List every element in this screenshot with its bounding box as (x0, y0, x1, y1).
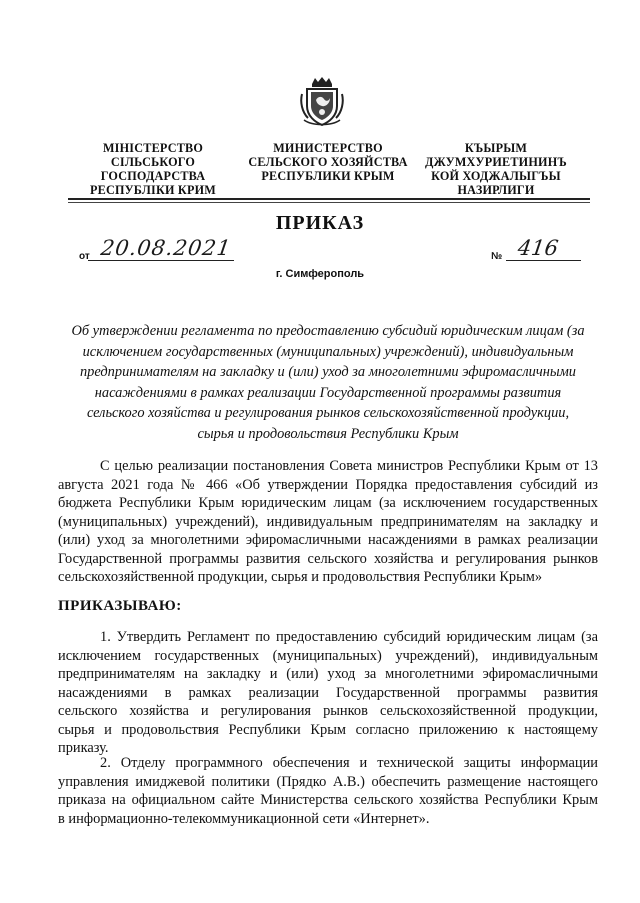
ministry-uk-line: СІЛЬСЬКОГО (110, 155, 196, 169)
subject-line: Об утверждении регламента по предоставлению субсидий юридическим лицам (за (71, 323, 585, 339)
ministry-name-ukrainian (78, 141, 228, 197)
handwritten-date: 20.08.2021 (99, 236, 233, 260)
order-item-1 (58, 628, 598, 758)
item1-line: исключением государственных (муниципальных) учреждений), индивидуальным (58, 647, 598, 664)
item1-line: 1. Утвердить Регламент по предоставлению субсидий юридическим лицам (за (100, 629, 598, 645)
preamble-line: сельскохозяйственной продукции, сырья и продовольствия Республики Крым» (58, 569, 543, 585)
ministry-uk-line: ГОСПОДАРСТВА (100, 169, 206, 183)
item2-line: в информационно-телекоммуникационной сети «Интернет». (58, 810, 430, 827)
ministry-uk-line: МІНІСТЕРСТВО (102, 141, 204, 155)
ministry-uk-line: РЕСПУБЛІКИ КРИМ (89, 183, 216, 197)
preamble-line: С целью реализации постановления Совета министров Республики Крым от 13 (100, 458, 598, 474)
subject-line: предпринимателям на закладку и (или) уход за многолетними эфиромасличными (79, 364, 576, 380)
preamble-line: бюджета Республики Крым юридическим лицам (за исключением государственных (58, 495, 598, 511)
item1-line: сырья и продовольствия Республики Крым согласно приложению к настоящему (58, 721, 598, 738)
document-title: ПРИКАЗ (275, 212, 365, 234)
preamble-paragraph (58, 457, 598, 587)
ministry-ru-line: СЕЛЬСКОГО ХОЗЯЙСТВА (248, 155, 408, 169)
ministry-ru-line: МИНИСТЕРСТВО (273, 141, 383, 155)
header-divider-thick (68, 198, 590, 200)
subject-line: насаждениями в рамках реализации Государственной программы развития (94, 384, 562, 401)
date-label: от (79, 251, 90, 262)
order-directive-heading: ПРИКАЗЫВАЮ: (58, 598, 182, 614)
ministry-crh-line: КЪЫРЫМ (464, 141, 528, 155)
number-underline (506, 260, 581, 261)
ministry-crh-line: НАЗИРЛИГИ (457, 183, 535, 197)
preamble-line: (или) уход за многолетними эфиромасличными насаждениями в рамках реализации (58, 532, 598, 548)
header-divider-thin (68, 202, 590, 203)
date-underline (88, 260, 234, 261)
ministry-crh-line: КОЙ ХОДЖАЛЫГЪЫ (431, 169, 561, 183)
subject-line: сельского хозяйства и регулирования рынков сельскохозяйственной продукции, (86, 405, 570, 421)
item1-line: предпринимателям на закладку и (или) уход за многолетними эфиромасличными (58, 666, 598, 682)
number-label: № (491, 251, 503, 262)
item1-line: насаждениями в рамках реализации Государственной программы развития (58, 684, 598, 701)
ministry-crh-line: ДЖУМХУРИЕТИНИНЪ (425, 155, 567, 169)
ministry-name-russian (236, 141, 420, 183)
item2-line: приказа на официальном сайте Министерства сельского хозяйства Республики Крым (58, 792, 598, 808)
ministry-ru-line: РЕСПУБЛИКИ КРЫМ (261, 169, 395, 183)
handwritten-number: 416 (516, 236, 560, 260)
ministry-name-crimean-tatar (418, 141, 574, 197)
order-subject (58, 321, 598, 444)
preamble-line: Государственной программы развития сельского хозяйства и регулирования рынков (58, 550, 598, 567)
item2-line: 2. Отделу программного обеспечения и технической защиты информации (100, 755, 598, 771)
item2-line: управления имиджевой политики (Прядко А.В.) обеспечить размещение настоящего (58, 773, 598, 790)
coat-of-arms-icon (298, 76, 346, 126)
city-name: г. Симферополь (275, 268, 365, 280)
preamble-line: августа 2021 года № 466 «Об утверждении Порядка предоставления субсидий из (58, 476, 598, 493)
preamble-line: (муниципальных) учреждений), индивидуальным предпринимателям на закладку и (58, 513, 598, 530)
subject-line: сырья и продовольствия Республики Крым (197, 425, 459, 442)
item1-line: сельского хозяйства и регулирования рынков сельскохозяйственной продукции, (58, 703, 598, 719)
subject-line: исключением государственных (муниципальных) учреждений), индивидуальным (82, 343, 574, 360)
order-item-2 (58, 754, 598, 828)
item1-line: приказу. (58, 740, 109, 756)
